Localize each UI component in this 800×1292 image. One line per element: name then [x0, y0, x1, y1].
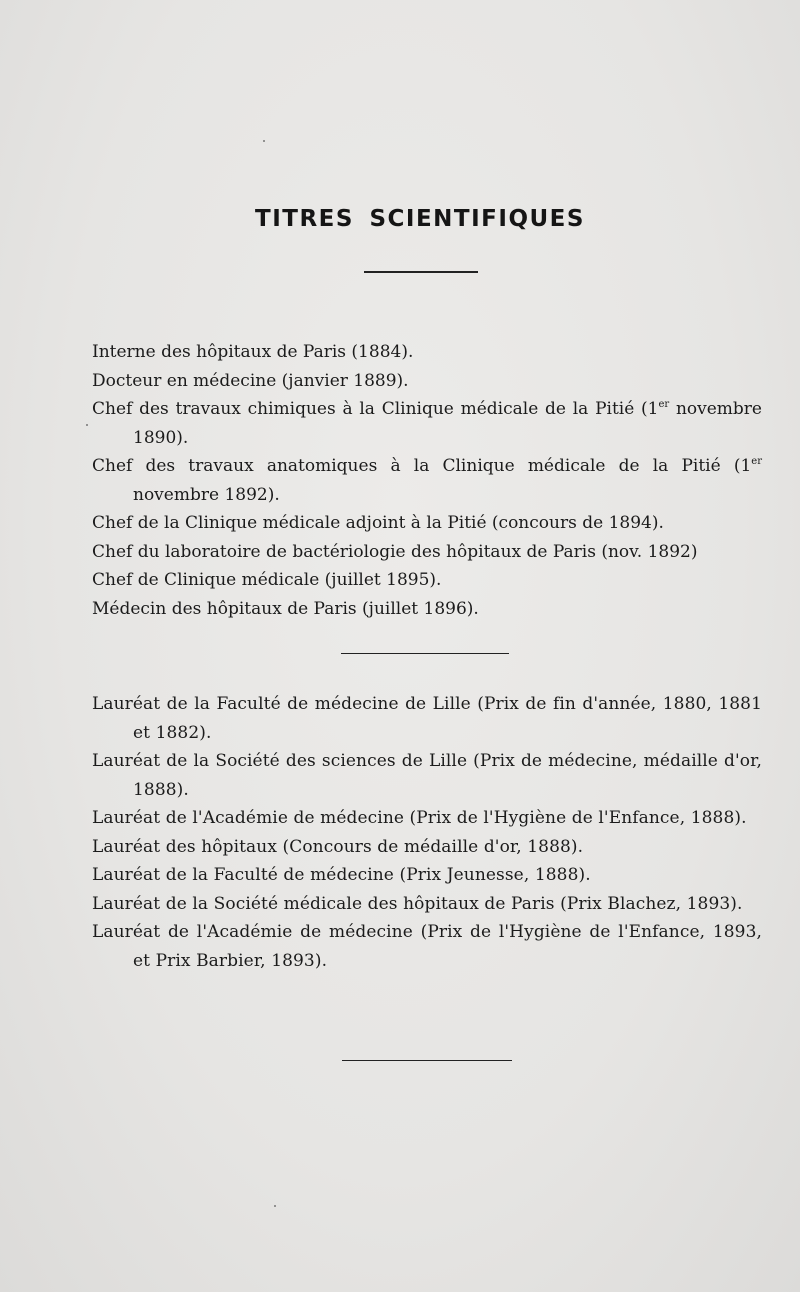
titre-item: Chef des travaux chimiques à la Clinique médicale de la Pitié (1er novembre 1890). — [92, 399, 762, 448]
titre-item: Chef de la Clinique médicale adjoint à la Pitié (concours de 1894). — [92, 513, 664, 533]
paper-speck — [86, 424, 88, 426]
titre-item: Chef du laboratoire de bactériologie des hôpitaux de Paris (nov. 1892) — [92, 541, 698, 562]
laureats-list — [92, 690, 762, 975]
laureat-item: Lauréat des hôpitaux (Concours de médaille d'or, 1888). — [92, 836, 584, 857]
titre-item: Docteur en médecine (janvier 1889). — [92, 370, 409, 391]
laureat-item: Lauréat de l'Académie de médecine (Prix de l'Hygiène de l'Enfance, 1893, et Prix Barbier, 1893). — [92, 922, 762, 971]
laureat-item: Lauréat de la Faculté de médecine de Lille (Prix de fin d'année, 1880, 1881 et 1882). — [92, 694, 762, 743]
laureat-item: Lauréat de la Société des sciences de Lille (Prix de médecine, médaille d'or, 1888). — [92, 751, 762, 800]
end-divider — [342, 1060, 512, 1061]
titre-item: Médecin des hôpitaux de Paris (juillet 1896). — [92, 598, 479, 619]
section-divider — [341, 653, 509, 654]
titres-list — [92, 338, 762, 623]
paper-speck — [263, 140, 265, 142]
laureat-item: Lauréat de l'Académie de médecine (Prix de l'Hygiène de l'Enfance, 1888). — [92, 808, 747, 828]
laureat-item: Lauréat de la Faculté de médecine (Prix Jeunesse, 1888). — [92, 865, 591, 885]
titre-item: Chef de Clinique médicale (juillet 1895). — [92, 570, 442, 590]
page-title: TITRES SCIENTIFIQUES — [255, 206, 585, 232]
titre-item: Chef des travaux anatomiques à la Clinique médicale de la Pitié (1er novembre 1892). — [92, 456, 762, 505]
laureat-item: Lauréat de la Société médicale des hôpitaux de Paris (Prix Blachez, 1893). — [92, 893, 743, 914]
title-divider — [364, 271, 478, 273]
paper-speck — [274, 1205, 276, 1207]
titre-item: Interne des hôpitaux de Paris (1884). — [92, 342, 414, 362]
